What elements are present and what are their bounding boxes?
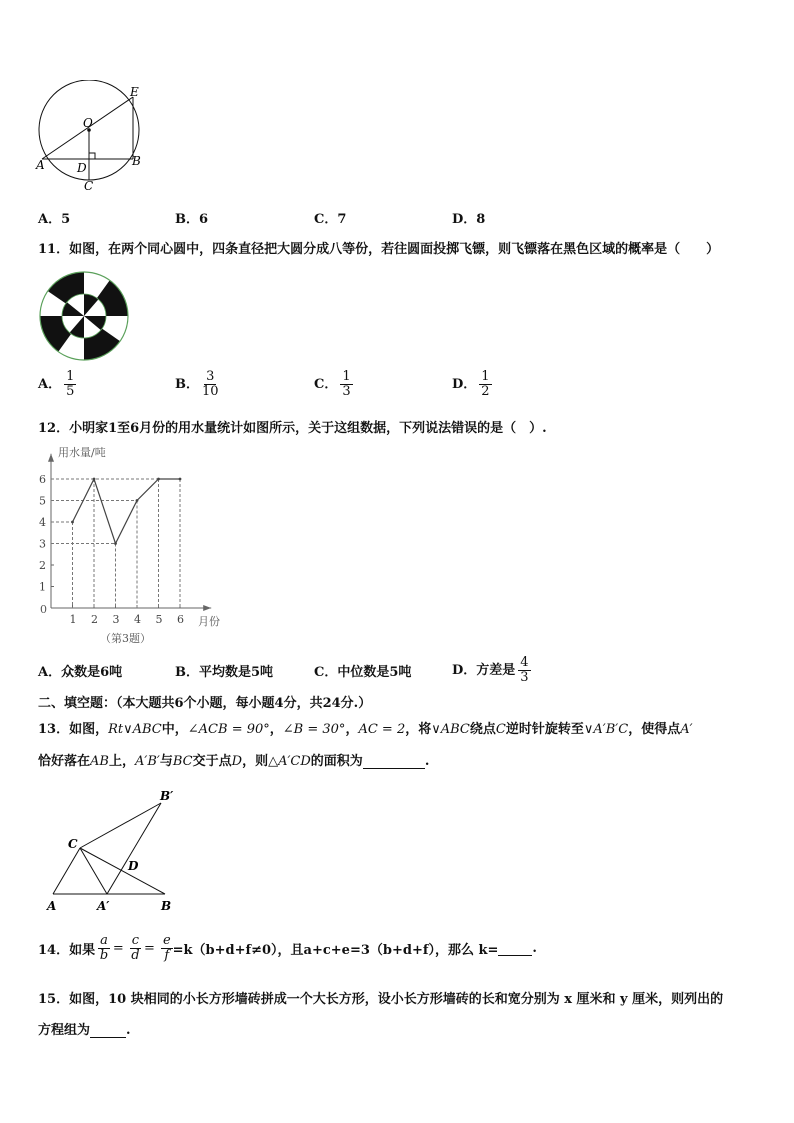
q13-line2: 恰好落在AB上，A′B′与BC交于点D，则△A′CD的面积为 . (38, 754, 430, 769)
q13-label-c: C (68, 837, 78, 851)
q12-option-b: B．平均数是5吨 (175, 665, 274, 680)
q12-y-tick-label: 1 (39, 580, 46, 594)
q12-x-tick-label: 6 (177, 613, 184, 626)
q12-text: 12．小明家1至6月份的用水量统计如图所示，关于这组数据，下列说法错误的是（ ）. (38, 421, 547, 436)
q10-option-a: A．5 (38, 212, 71, 227)
q11-option-a: A． $\frac{1}{5}$ (38, 369, 75, 399)
q10-label-b: B (132, 154, 141, 168)
q12-x-axis-arrow (203, 605, 211, 611)
q12-x-axis-label: 月份 (198, 615, 220, 628)
q12-x-tick-label: 4 (134, 613, 141, 626)
q12-data-point (179, 478, 182, 481)
q12-y-tick-label: 4 (39, 516, 46, 529)
q11-dartboard-figure (38, 271, 130, 361)
section-title: 二、填空题：（本大题共6个小题，每小题4分，共24分.） (38, 696, 372, 711)
q12-y-tick-label: 2 (39, 559, 46, 572)
q12-x-tick-label: 5 (155, 613, 163, 626)
q12-data-point (71, 521, 74, 524)
q15-line1: 15．如图，10 块相同的小长方形墙砖拼成一个大长方形，设小长方形墙砖的长和宽分别为 x 厘米和 y 厘米，则列出的 (38, 992, 724, 1007)
q13-figure (40, 786, 190, 916)
q12-data-point (93, 478, 96, 481)
q12-line-chart (30, 438, 230, 650)
q14-frac-e-f: $\frac{e}{f}$ (162, 933, 171, 963)
q12-y-axis-label: 用水量/吨 (58, 446, 106, 459)
q12-y-tick-label: 3 (39, 537, 46, 551)
q12-x-tick-label: 3 (112, 613, 120, 626)
q12-y-axis-arrow (48, 454, 54, 462)
q12-data-point (114, 542, 117, 545)
q13-label-a2: A′ (97, 899, 110, 913)
q13-seg-a2b2 (107, 803, 161, 894)
q13-label-d: D (128, 859, 139, 873)
q11-option-d: D． $\frac{1}{2}$ (452, 369, 490, 399)
q10-label-d: D (77, 161, 87, 175)
q10-figure (34, 80, 144, 195)
q13-line1: 13．如图，Rt∨ABC中，∠ACB = 90°，∠B = 30°，AC = 2，将∨ABC绕点C逆时针旋转至∨A′B′C，使得点A′ (38, 722, 693, 737)
q15-answer-blank (90, 1024, 126, 1038)
q10-option-d: D．8 (452, 212, 486, 227)
q12-option-d: D．方差是 $\frac{4}{3}$ (452, 655, 529, 685)
q12-data-point (136, 499, 139, 502)
q14-frac-c-d: $\frac{c}{d}$ (131, 933, 140, 963)
q13-seg-ac (53, 848, 80, 894)
q11-option-b: B． $\frac{3}{10}$ (175, 369, 219, 399)
q13-answer-blank (363, 755, 425, 769)
q15-line2: 方程组为 . (38, 1023, 131, 1038)
q12-y-tick-label: 6 (39, 473, 46, 486)
q13-label-a: A (47, 899, 57, 913)
q14-answer-blank (498, 942, 532, 956)
q13-label-b2: B′ (160, 789, 174, 803)
q13-seg-cb (80, 848, 165, 894)
q10-label-c: C (84, 179, 94, 193)
q12-data-point (157, 478, 160, 481)
q12-option-a: A．众数是6吨 (38, 665, 123, 680)
q10-right-angle (89, 153, 95, 159)
q12-x-tick-label: 2 (91, 613, 98, 626)
q12-y-tick-label: 5 (39, 494, 46, 508)
q10-option-b: B．6 (175, 212, 209, 227)
q12-option-c: C．中位数是5吨 (314, 665, 412, 680)
q13-label-b: B (161, 899, 172, 913)
q14-text: 14．如果 $\frac{a}{b}$ = $\frac{c}{d}$ = $\frac{e}{f}$ =k（b+d+f≠0），且a+c+e=3（b+d+f），那么 k= . (38, 933, 537, 963)
q11-text: 11．如图，在两个同心圆中，四条直径把大圆分成八等份，若往圆面投掷飞镖，则飞镖落在黑色区域的概率是（ ） (38, 242, 720, 257)
q14-frac-a-b: $\frac{a}{b}$ (99, 933, 109, 963)
q10-label-o: O (83, 116, 93, 130)
q12-data-line (73, 479, 181, 544)
q10-option-c: C．7 (314, 212, 347, 227)
q11-option-c: C． $\frac{1}{3}$ (314, 369, 351, 399)
q10-label-e: E (130, 85, 139, 99)
q12-x-tick-label: 1 (69, 613, 77, 626)
q10-label-a: A (36, 158, 45, 172)
q12-caption: （第3题） (100, 632, 151, 645)
q13-seg-cb2 (80, 803, 161, 848)
q12-origin-label: 0 (40, 603, 47, 616)
